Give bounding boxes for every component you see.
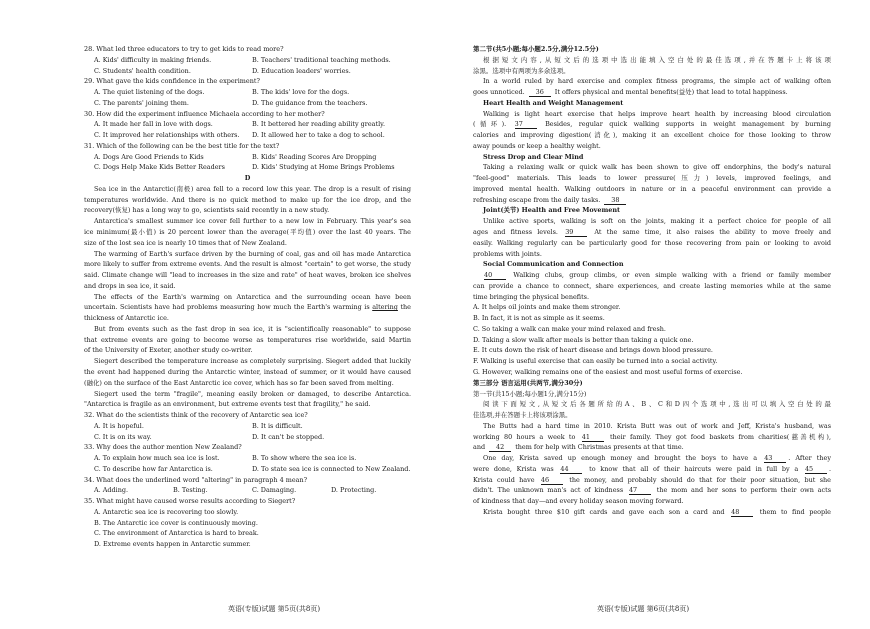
left-line bbox=[84, 98, 411, 109]
left-line bbox=[84, 485, 411, 496]
right-line: working 80 hours a week to 41 their family. They got food baskets from charities(慈善机构), bbox=[473, 432, 831, 441]
left-line: C. The environment of Antarctica is hard to break. bbox=[94, 529, 259, 538]
left-line: (融化) on the surface of the East Antarctic ice cover, which has so far been saved from melting. bbox=[84, 378, 394, 387]
right-line: didn't. The unknown man's act of kindness 47 the mom and her sons to perform their own acts bbox=[473, 486, 831, 495]
answer-option: B. Testing. bbox=[173, 486, 208, 495]
answer-option: D. Education leaders' worries. bbox=[252, 66, 351, 75]
right-line: were done, Krista was 44 to know that all of their haircuts were paid in full by a 45 . bbox=[473, 464, 831, 473]
blank-number: 39 bbox=[565, 228, 587, 237]
right-line: Joint(关节) Health and Free Movement bbox=[483, 206, 621, 215]
blank-number: 40 bbox=[484, 271, 506, 280]
answer-option: A. It is hopeful. bbox=[94, 421, 144, 430]
answer-option: B. Kids' Reading Scores Are Dropping bbox=[252, 152, 377, 161]
blank-number: 41 bbox=[582, 433, 604, 442]
left-line: of the University of Exeter, another study co-writer. bbox=[84, 346, 253, 355]
left-line: Siegert used the term "fragile", meaning easily broken or damaged, to describe Antarctica. bbox=[94, 389, 411, 398]
left-line: 29. What gave the kids confidence in the experiment? bbox=[84, 77, 260, 86]
right-line: away pounds or keep a healthy weight. bbox=[473, 141, 601, 150]
left-line: Siegert described the temperature increase as completely surprising. Siegert added that luckily bbox=[94, 357, 411, 366]
left-line: ice minimum(最小值) is 20 percent lower than the average(平均值) over the last 40 years. The bbox=[84, 228, 411, 237]
answer-option: D. Kids' Studying at Home Brings Problems bbox=[252, 163, 395, 172]
left-line: 35. What might have caused worse results according to Siegert? bbox=[84, 497, 296, 506]
left-line: and drops in sea ice, it said. bbox=[84, 281, 176, 290]
left-line: Antarctica's smallest summer ice cover fell further to a new low in February. This year's sea bbox=[94, 217, 411, 226]
right-line: ages and fitness levels. 39 At the same time, it also raises the ability to move freely and bbox=[473, 228, 831, 237]
blank-number: 37 bbox=[515, 120, 537, 129]
right-line: 第二节(共5小题;每小题2.5分,满分12.5分) bbox=[473, 45, 599, 53]
left-line bbox=[84, 87, 411, 98]
left-line bbox=[84, 66, 411, 77]
right-line: 根据短文内容,从短文后的选项中选出能填入空白处的最佳选项,并在答题卡上将该项 bbox=[483, 55, 831, 64]
right-line: Walking is light heart exercise that helps improve heart health by increasing blood circulation bbox=[483, 109, 831, 118]
right-line: of kindness that day—and every holiday season moving forward. bbox=[473, 497, 684, 506]
blank-number: 47 bbox=[629, 486, 651, 495]
left-line: D. Extreme events happen in Antarctic summer. bbox=[94, 540, 251, 549]
blank-number: 43 bbox=[764, 454, 786, 463]
left-line bbox=[84, 119, 411, 130]
left-line: The effects of the Earth's warming on Antarctica and the surrounding ocean have been bbox=[94, 292, 411, 301]
right-line: improved mental health. Walking outdoors in nature or in a peaceful environment can provide a bbox=[473, 184, 831, 193]
right-line: C. So taking a walk can make your mind relaxed and fresh. bbox=[473, 324, 666, 333]
left-line: recovery(恢复) has a long way to go, scientists said recently in a new study. bbox=[84, 206, 330, 215]
left-line bbox=[84, 432, 411, 443]
right-line: G. However, walking remains one of the easiest and most useful forms of exercise. bbox=[473, 367, 743, 376]
answer-option: B. The kids' love for the dogs. bbox=[252, 88, 350, 97]
page-footer-right: 英语(专版)试题 第6页(共8页) bbox=[597, 605, 690, 613]
right-line: (循环). 37 Besides, regular quick walking supports in weight management by burning bbox=[473, 120, 831, 129]
answer-option: B. To show where the sea ice is. bbox=[252, 454, 357, 463]
left-line: B. The Antarctic ice cover is continuously moving. bbox=[94, 518, 258, 527]
answer-option: B. It is difficult. bbox=[252, 421, 303, 430]
right-line: Stress Drop and Clear Mind bbox=[483, 152, 584, 161]
left-line: "Antarctica is fragile as an environment, but extreme events test that fragility," he said. bbox=[84, 400, 371, 409]
right-line: Taking a relaxing walk or quick walk has been shown to give off endorphins, the body's natural bbox=[483, 163, 831, 172]
answer-option: B. Teachers' traditional teaching methods. bbox=[252, 55, 391, 64]
left-line: 28. What led three educators to try to get kids to read more? bbox=[84, 45, 284, 53]
right-line: problems with joints. bbox=[473, 249, 542, 258]
right-column bbox=[473, 44, 831, 518]
right-line: In a world ruled by hard exercise and complex fitness programs, the simple act of walking often bbox=[483, 77, 831, 86]
left-line: D bbox=[244, 174, 251, 183]
left-line bbox=[84, 421, 411, 432]
left-line bbox=[84, 464, 411, 475]
right-line: Social Communication and Connection bbox=[483, 260, 624, 269]
right-line: 第一节(共15小题;每小题1分,满分15分) bbox=[473, 389, 587, 398]
right-line: goes unnoticed. 36 It offers physical and mental benefits(益处) that lead to total happiness. bbox=[473, 88, 788, 97]
answer-option: A. Dogs Are Good Friends to Kids bbox=[94, 152, 204, 161]
left-column bbox=[84, 44, 411, 550]
underlined-word: altering bbox=[372, 303, 398, 312]
left-line bbox=[84, 55, 411, 66]
right-line: 第三部分 语言运用(共两节,满分30分) bbox=[473, 378, 583, 387]
right-line: easily. Walking regularly can be particularly good for those recovering from pain or looking to avoid bbox=[473, 238, 831, 247]
answer-option: C. It is on its way. bbox=[94, 432, 152, 441]
answer-option: C. To describe how far Antarctica is. bbox=[94, 464, 213, 473]
left-line: 34. What does the underlined word "altering" in paragraph 4 mean? bbox=[84, 475, 308, 484]
right-line: One day, Krista saved up enough money and brought the boys to have a 43 . After they bbox=[483, 454, 831, 463]
right-line: and 42 them for help with Christmas presents at that time. bbox=[473, 443, 684, 452]
left-line: thickness of Antarctic ice. bbox=[84, 314, 169, 323]
blank-number: 45 bbox=[805, 465, 827, 474]
blank-number: 44 bbox=[560, 465, 582, 474]
right-line: E. It cuts down the risk of heart disease and brings down blood pressure. bbox=[473, 346, 713, 355]
right-line: Krista bought three $10 gift cards and gave each son a card and 48 them to find people bbox=[483, 507, 831, 516]
answer-option: B. It bettered her reading ability greatly. bbox=[252, 120, 385, 129]
left-line: But from events such as the fast drop in sea ice, it is "scientifically reasonable" to suppose bbox=[94, 324, 411, 333]
answer-option: A. Kids' difficulty in making friends. bbox=[94, 55, 212, 64]
left-line: size of the lost sea ice is nearly 10 times that of New Zealand. bbox=[84, 238, 287, 247]
left-line bbox=[84, 453, 411, 464]
answer-option: D. It can't be stopped. bbox=[252, 432, 325, 441]
left-line bbox=[84, 162, 411, 173]
answer-option: D. Protecting. bbox=[331, 486, 377, 495]
blank-number: 38 bbox=[604, 196, 626, 205]
answer-option: A. It made her fall in love with dogs. bbox=[94, 120, 213, 129]
answer-option: C. The parents' joining them. bbox=[94, 98, 189, 107]
right-line: can provide a chance to connect, share experiences, and create lasting memories while at the same bbox=[473, 281, 831, 290]
answer-option: A. Adding. bbox=[94, 486, 129, 495]
right-line: The Butts had a hard time in 2010. Krista Butt was out of work and Jeff, Krista's husband, was bbox=[483, 421, 831, 430]
left-line: said. Climate change will "lead to increases in the size and rate" of heat waves, broken ice shelves bbox=[84, 271, 411, 280]
left-line: 32. What do the scientists think of the recovery of Antarctic sea ice? bbox=[84, 411, 308, 420]
blank-number: 46 bbox=[541, 476, 563, 485]
right-line: "feel-good" materials. This leads to lower pressure(压力) levels, improved feelings, and bbox=[473, 174, 831, 183]
page-footer-left: 英语(专版)试题 第5页(共8页) bbox=[228, 605, 321, 613]
right-line: Heart Health and Weight Management bbox=[483, 98, 624, 107]
blank-number: 48 bbox=[731, 508, 753, 517]
left-line: temperatures worldwide. And there is no quick method to make up for the ice drop, and the bbox=[84, 195, 411, 204]
right-line: calories and improving digestion(消化), making it an excellent choice for those looking to throw bbox=[473, 131, 831, 140]
answer-option: C. Damaging. bbox=[252, 486, 297, 495]
left-line: the event had happened during the Antarctic winter, instead of summer, or it would have caused bbox=[84, 367, 411, 376]
left-line: 33. Why does the author mention New Zealand? bbox=[84, 443, 242, 452]
answer-option: D. The guidance from the teachers. bbox=[252, 98, 368, 107]
right-line: 佳选项,并在答题卡上将该项涂黑。 bbox=[473, 411, 572, 420]
answer-option: D. It allowed her to take a dog to school. bbox=[252, 131, 385, 140]
answer-option: A. The quiet listening of the dogs. bbox=[94, 88, 205, 97]
right-line: time bringing the physical benefits. bbox=[473, 292, 590, 301]
right-line: A. It helps oil joints and make them stronger. bbox=[473, 303, 621, 312]
right-line: F. Walking is useful exercise that can easily be turned into a social activity. bbox=[473, 357, 718, 366]
right-line: 阅读下面短文,从短文后各题所给的A、B、C和D四个选项中,选出可以填入空白处的最 bbox=[483, 400, 831, 409]
left-line: that extreme events are going to become worse as temperatures rise worldwide, said Martin bbox=[84, 335, 411, 344]
left-line: The warming of Earth's surface driven by the burning of coal, gas and oil has made Antarctica bbox=[94, 249, 411, 258]
left-line: 30. How did the experiment influence Michaela according to her mother? bbox=[84, 109, 325, 118]
blank-number: 42 bbox=[489, 443, 511, 452]
left-line: uncertain. Scientists have had problems measuring how much the Earth's warming is altering the bbox=[84, 303, 411, 312]
left-line: more likely to suffer from extreme events. And the result is almost "certain" to get worse, the study bbox=[84, 260, 411, 269]
right-line: refreshing escape from the daily tasks. 38 bbox=[473, 195, 831, 206]
blank-number: 36 bbox=[529, 88, 551, 97]
answer-option: D. To state sea ice is connected to New Zealand. bbox=[252, 464, 411, 473]
answer-option: C. Dogs Help Make Kids Better Readers bbox=[94, 163, 225, 172]
right-line: 40 Walking clubs, group climbs, or even simple walking with a friend or family member bbox=[484, 271, 831, 280]
answer-option: A. To explain how much sea ice is lost. bbox=[94, 454, 220, 463]
left-line bbox=[84, 152, 411, 163]
left-line: 31. Which of the following can be the best title for the text? bbox=[84, 141, 280, 150]
right-line: Unlike active sports, walking is soft on the joints, making it a perfect choice for people of all bbox=[483, 217, 831, 226]
answer-option: C. It improved her relationships with others. bbox=[94, 131, 240, 140]
answer-option: C. Students' health condition. bbox=[94, 66, 191, 75]
right-line: Krista could have 46 the money, and probably should do that for their poor situation, but she bbox=[473, 475, 831, 484]
left-line: Sea ice in the Antarctic(南极) area fell to a record low this year. The drop is a result of rising bbox=[94, 184, 411, 193]
right-line: B. In fact, it is not as simple as it seems. bbox=[473, 314, 605, 323]
right-line: D. Taking a slow walk after meals is better than taking a quick one. bbox=[473, 335, 694, 344]
right-line: 涂黑。选项中有两项为多余选项。 bbox=[473, 66, 570, 75]
left-line bbox=[84, 130, 411, 141]
left-line: A. Antarctic sea ice is recovering too slowly. bbox=[94, 507, 239, 516]
